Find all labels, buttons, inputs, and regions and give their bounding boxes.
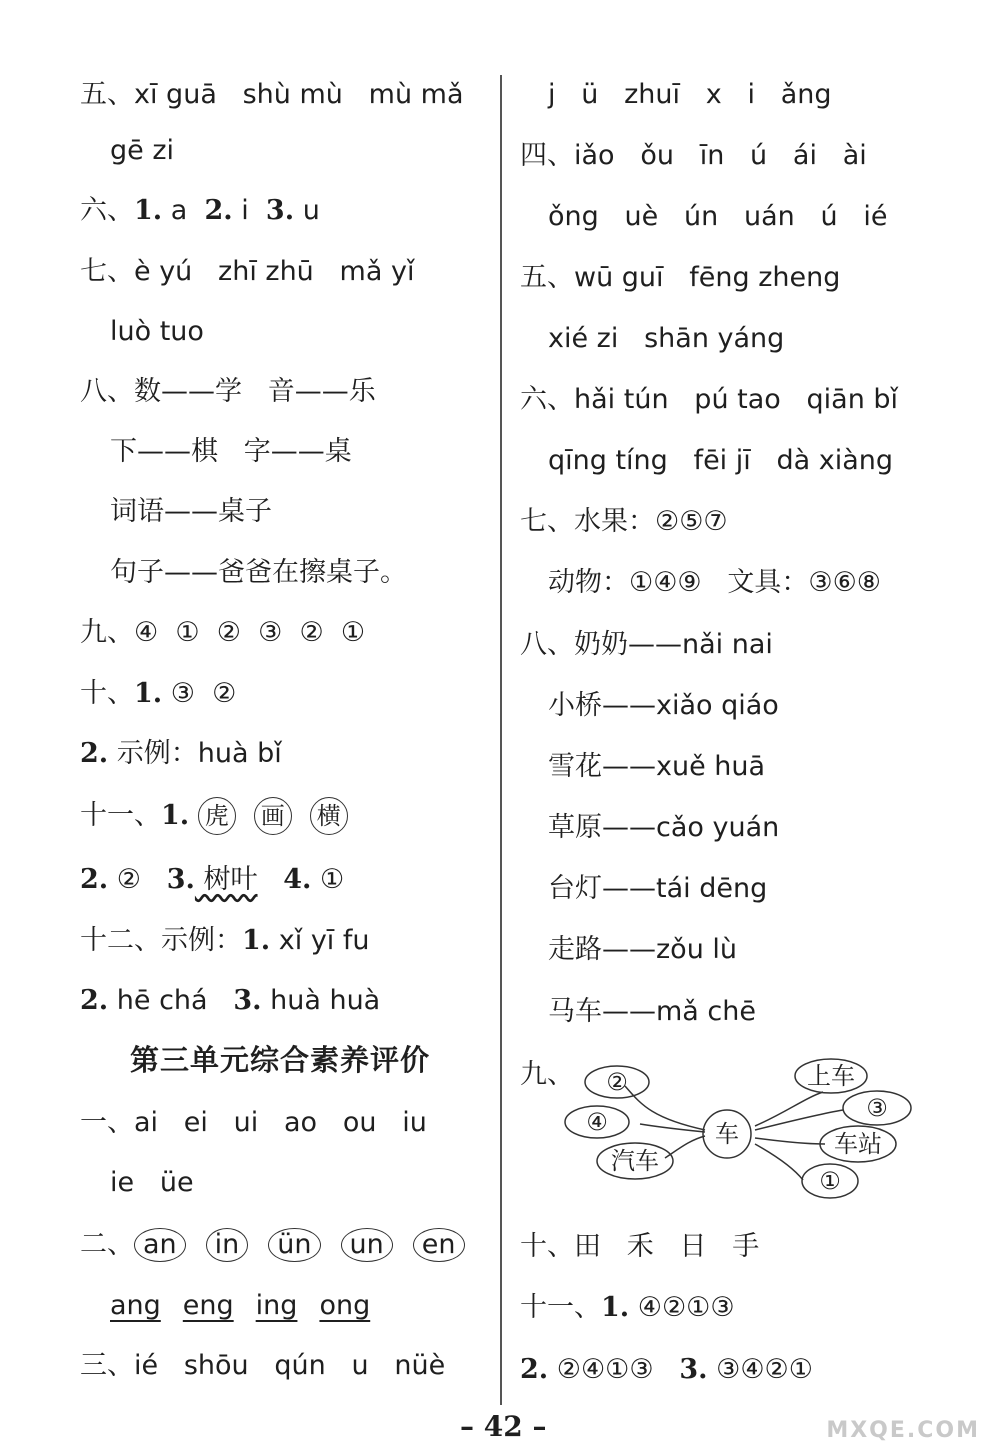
right-node: 车站: [834, 1130, 882, 1158]
left-node: ②: [606, 1068, 628, 1096]
section-title: 第三单元综合素养评价: [130, 1043, 431, 1077]
answer-12-2: 2. hē chá 3. huà huà: [80, 985, 381, 1016]
answer-8: 八、数——学 音——乐: [80, 376, 376, 407]
answer-5-cont: gē zi: [110, 135, 175, 166]
answer-11-2: 2. ② 3. 树叶 4. ①: [80, 864, 345, 895]
unit3-answer-3-cont: j ü zhuī x i ǎng: [548, 79, 832, 110]
word-web-diagram: [555, 1058, 925, 1208]
unit3-answer-7: 七、水果：②⑤⑦: [520, 506, 728, 537]
unit3-answer-2: 二、 an in ün un en: [80, 1225, 465, 1265]
circled-final: en: [413, 1228, 465, 1262]
answer-8-row3: 词语——桌子: [110, 496, 272, 527]
answer-9: 九、④ ① ② ③ ② ①: [80, 617, 366, 648]
unit3-answer-8-row4: 草原——cǎo yuán: [548, 812, 780, 843]
unit3-answer-8-row5: 台灯——tái dēng: [548, 873, 768, 904]
unit3-answer-4-cont: ǒng uè ún uán ú ié: [548, 201, 888, 232]
left-node: 汽车: [611, 1147, 659, 1175]
answer-8-row4: 句子——爸爸在擦桌子。: [110, 557, 407, 588]
answer-12: 十二、示例：1. xǐ yī fu: [80, 925, 370, 956]
circled-char: 画: [254, 797, 292, 835]
unit3-answer-2-cont: [110, 1286, 392, 1326]
unit3-answer-8-row3: 雪花——xuě huā: [548, 751, 766, 782]
unit3-answer-5: 五、wū guī fēng zheng: [520, 262, 841, 293]
right-node: 上车: [807, 1062, 855, 1090]
underlined-final: ong: [319, 1290, 371, 1321]
answer-7-cont: luò tuo: [110, 316, 204, 347]
answer-11: 十一、1. 虎 画 横: [80, 796, 366, 836]
answer-7: 七、è yú zhī zhū mǎ yǐ: [80, 256, 415, 287]
answer-5: 五、xī guā shù mù mù mǎ: [80, 79, 464, 110]
unit3-answer-8: 八、奶奶——nǎi nai: [520, 629, 773, 660]
circled-char: 横: [310, 797, 348, 835]
answer-10-2: 2. 示例：huà bǐ: [80, 738, 282, 769]
unit3-answer-1-cont: ie üe: [110, 1167, 194, 1198]
circled-final: un: [341, 1228, 393, 1262]
column-divider: [500, 75, 502, 1405]
circled-final: ün: [268, 1228, 320, 1262]
unit3-answer-6-cont: qīng tíng fēi jī dà xiàng: [548, 445, 894, 476]
right-node: ③: [866, 1094, 888, 1122]
unit3-answer-9-label: 九、: [520, 1059, 574, 1090]
unit3-answer-1: 一、ai ei ui ao ou iu: [80, 1107, 427, 1138]
circled-final: in: [206, 1228, 249, 1262]
answer-6: 六、1. a 2. i 3. u: [80, 195, 320, 226]
unit3-answer-10: 十、田 禾 日 手: [520, 1231, 760, 1262]
unit3-answer-7-cont: 动物：①④⑨ 文具：③⑥⑧: [548, 567, 881, 598]
unit3-answer-11-2: 2. ②④①③ 3. ③④②①: [520, 1354, 813, 1385]
circled-char: 虎: [198, 797, 236, 835]
circled-final: an: [134, 1228, 186, 1262]
page-number: – 42 –: [460, 1410, 547, 1443]
left-node: ④: [586, 1108, 608, 1136]
center-node: 车: [715, 1120, 739, 1148]
underlined-final: ing: [255, 1290, 298, 1321]
right-node: ①: [819, 1167, 841, 1195]
unit3-answer-8-row6: 走路——zǒu lù: [548, 934, 737, 965]
unit3-answer-11: 十一、1. ④②①③: [520, 1292, 735, 1323]
unit3-answer-3: 三、ié shōu qún u nüè: [80, 1350, 446, 1381]
unit3-answer-4: 四、iǎo ǒu īn ú ái ài: [520, 140, 867, 171]
unit3-answer-8-row2: 小桥——xiǎo qiáo: [548, 690, 779, 721]
answer-10: 十、1. ③ ②: [80, 678, 237, 709]
unit3-answer-6: 六、hǎi tún pú tao qiān bǐ: [520, 384, 899, 415]
watermark: MXQE.COM: [826, 1418, 980, 1443]
unit3-answer-8-row7: 马车——mǎ chē: [548, 996, 756, 1027]
underlined-final: ang: [110, 1290, 161, 1321]
unit3-answer-5-cont: xié zi shān yáng: [548, 323, 785, 354]
answer-8-row2: 下——棋 字——桌: [110, 436, 352, 467]
underlined-final: eng: [182, 1290, 234, 1321]
